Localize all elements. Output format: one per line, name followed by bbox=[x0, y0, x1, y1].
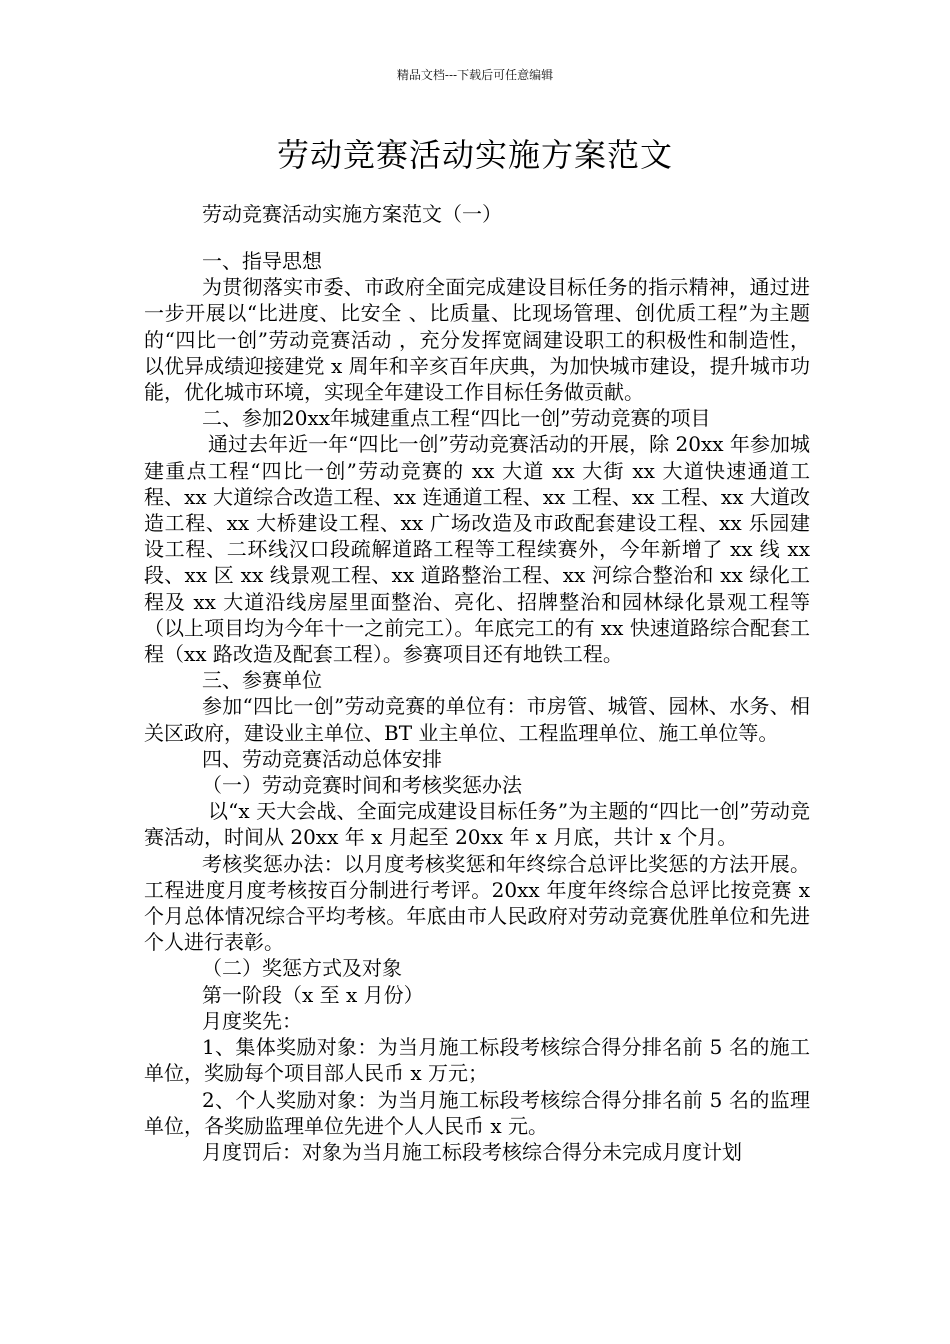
section-heading-projects: 二、参加20xx年城建重点工程“四比一创”劳动竞赛的项目 bbox=[202, 406, 711, 431]
document-title: 劳动竞赛活动实施方案范文 bbox=[276, 136, 673, 174]
page-header: 精品文档---下载后可任意编辑 bbox=[396, 68, 554, 82]
section-heading-participants: 三、参赛单位 bbox=[202, 668, 322, 693]
list-item: 2、个人奖励对象：为当月施工标段考核综合得分排名前 5 名的监理单位，各奖励监理单位先进个人人民币 x 元。 bbox=[144, 1087, 810, 1138]
paragraph: 考核奖惩办法：以月度考核奖惩和年终综合总评比奖惩的方法开展。工程进度月度考核按百分制进行考评。20xx 年度年终综合总评比按竞赛 x 个月总体情况综合平均考核。年底由市人民政府对劳动竞赛优胜单位和先进个人进行表彰。 bbox=[144, 851, 810, 955]
subsection-heading-rewards: （二）奖惩方式及对象 bbox=[202, 956, 402, 981]
section-heading-guiding-ideology: 一、指导思想 bbox=[202, 249, 322, 273]
document-subtitle: 劳动竞赛活动实施方案范文（一） bbox=[202, 202, 502, 226]
document-body bbox=[144, 248, 810, 1165]
subsection-heading-time: （一）劳动竞赛时间和考核奖惩办法 bbox=[202, 773, 522, 798]
paragraph: 参加“四比一创”劳动竞赛的单位有：市房管、城管、园林、水务、相关区政府，建设业主单位、BT 业主单位、工程监理单位、施工单位等。 bbox=[144, 694, 810, 745]
paragraph: 月度奖先： bbox=[202, 1008, 302, 1033]
paragraph: 通过去年近一年“四比一创”劳动竞赛活动的开展，除 20xx 年参加城建重点工程“四比一创”劳动竞赛的 xx 大道 xx 大街 xx 大道快速通道工程、xx 大道综合改造工程、xx 连通道工程、xx 工程、xx 工程、xx 大道改造工程、xx 大桥建设工程、xx 广场改造及市政配套建设工程、xx 乐园建设工程、二环线汉口段疏解道路工程等工程续赛外，今年新增了 xx 线 xx 段、xx 区 xx 线景观工程、xx 道路整治工程、xx 河综合整治和 xx 绿化工程及 xx 大道沿线房屋里面整治、亮化、招牌整治和园林绿化景观工程等（以上项目均为今年十一之前完工）。年底完工的有 xx 快速道路综合配套工程（xx 路改造及配套工程）。参赛项目还有地铁工程。 bbox=[144, 432, 810, 667]
list-item: 1、集体奖励对象：为当月施工标段考核综合得分排名前 5 名的施工单位，奖励每个项目部人民币 x 万元； bbox=[144, 1035, 810, 1086]
paragraph: 月度罚后：对象为当月施工标段考核综合得分未完成月度计划 bbox=[202, 1139, 742, 1164]
paragraph: 为贯彻落实市委、市政府全面完成建设目标任务的指示精神，通过进一步开展以“比进度、比安全 、比质量、比现场管理、创优质工程”为主题的“四比一创”劳动竞赛活动 ，充分发挥宽阔建设职工的积极性和制造性，以优异成绩迎接建党 x 周年和辛亥百年庆典，为加快城市建设，提升城市功能，优化城市环境，实现全年建设工作目标任务做贡献。 bbox=[144, 275, 810, 405]
paragraph: 以“x 天大会战、全面完成建设目标任务”为主题的“四比一创”劳动竞赛活动，时间从 20xx 年 x 月起至 20xx 年 x 月底，共计 x 个月。 bbox=[144, 799, 810, 850]
section-heading-arrangement: 四、劳动竞赛活动总体安排 bbox=[202, 746, 442, 771]
paragraph: 第一阶段（x 至 x 月份） bbox=[202, 982, 424, 1007]
